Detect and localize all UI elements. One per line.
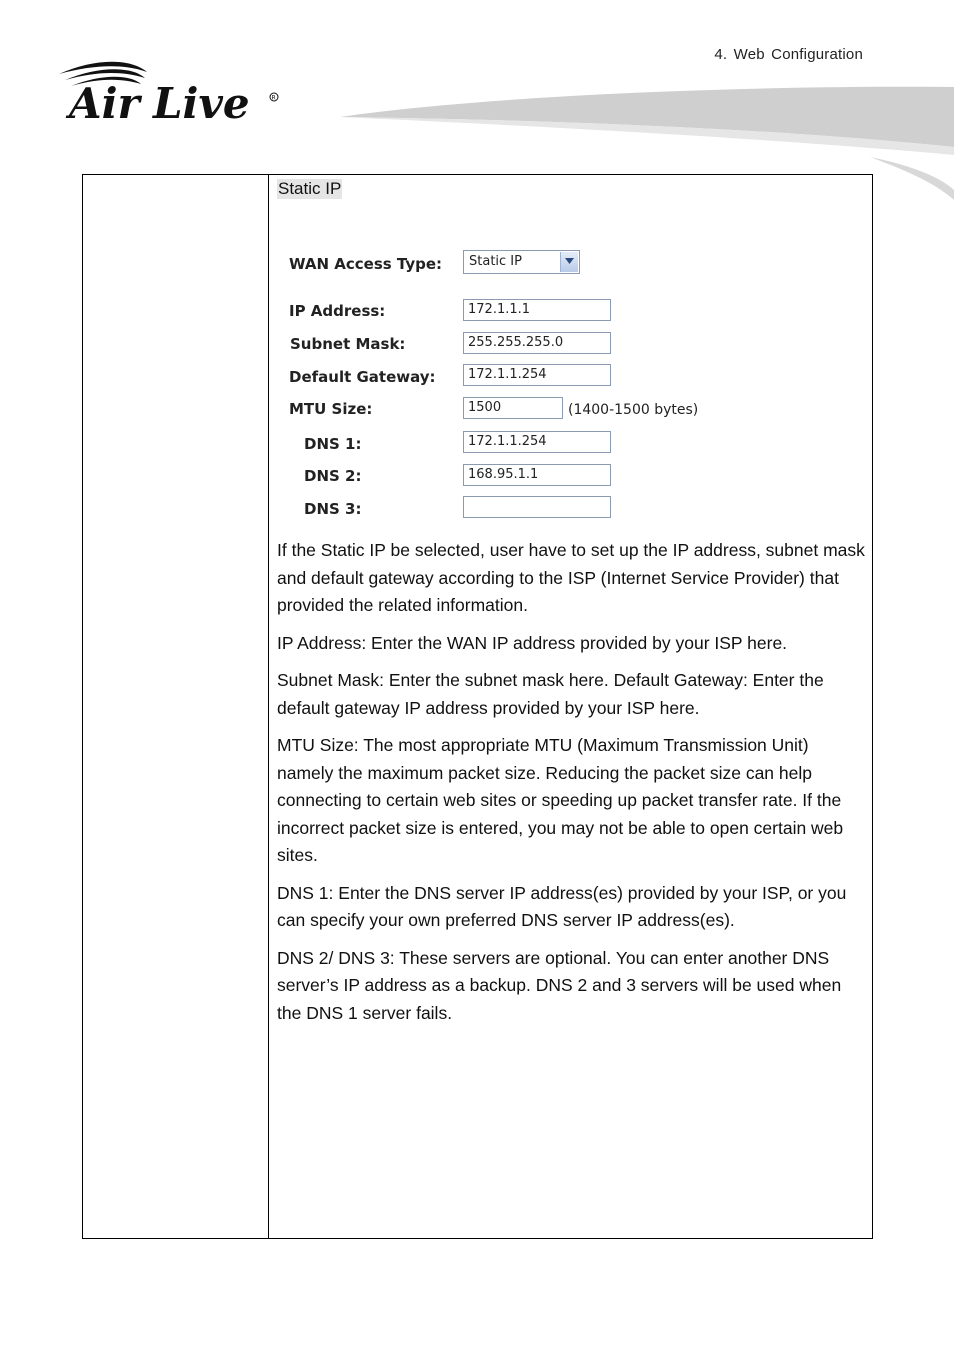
paragraph: IP Address: Enter the WAN IP address provided by your ISP here. [277, 632, 788, 653]
dns2-label: DNS 2: [304, 467, 362, 485]
subnet-mask-input[interactable]: 255.255.255.0 [463, 332, 611, 354]
content-table [82, 174, 873, 1239]
paragraph: DNS 1: Enter the DNS server IP address(es) provided by your ISP, or you can specify your own preferred DNS server IP address(es). [277, 882, 847, 930]
ip-address-input[interactable]: 172.1.1.1 [463, 299, 611, 321]
ip-address-label: IP Address: [289, 302, 386, 320]
svg-text:Air: Air [69, 79, 140, 125]
static-ip-form-screenshot [277, 199, 869, 517]
svg-text:Live: Live [153, 79, 250, 125]
wan-access-type-value: Static IP [469, 254, 522, 269]
airlive-logo [55, 60, 285, 125]
dns3-input[interactable] [463, 496, 611, 518]
description-cell [277, 175, 869, 1037]
paragraph: MTU Size: The most appropriate MTU (Maximum Transmission Unit) namely the maximum packet size. Reducing the packet size can help connecting to certain web sites or speeding up packet transfer rate. If the incorrect packet size is entered, you may not be able to open certain web sites. [277, 735, 844, 865]
wan-access-type-select[interactable] [463, 250, 580, 274]
mtu-size-hint: (1400-1500 bytes) [568, 402, 699, 418]
chevron-down-icon[interactable] [560, 252, 578, 272]
wan-access-type-label: WAN Access Type: [289, 255, 443, 273]
chapter-header: 4. Web Configuration [714, 46, 863, 63]
table-column-divider [268, 175, 269, 1238]
dns3-label: DNS 3: [304, 500, 362, 518]
description-text [277, 537, 869, 1027]
paragraph: If the Static IP be selected, user have to set up the IP address, subnet mask and default gateway according to the ISP (Internet Service Provider) that provided the related information. [277, 540, 865, 615]
dns2-input[interactable]: 168.95.1.1 [463, 464, 611, 486]
dns1-input[interactable]: 172.1.1.254 [463, 431, 611, 453]
section-title: Static IP [278, 179, 342, 198]
subnet-mask-label: Subnet Mask: [290, 335, 406, 353]
default-gateway-label: Default Gateway: [289, 368, 436, 386]
paragraph: Subnet Mask: Enter the subnet mask here. Default Gateway: Enter the default gateway IP address provided by your ISP here. [277, 670, 824, 718]
svg-text:R: R [271, 94, 276, 102]
mtu-size-input[interactable]: 1500 [463, 397, 563, 419]
mtu-size-label: MTU Size: [289, 400, 373, 418]
paragraph: DNS 2/ DNS 3: These servers are optional. You can enter another DNS server’s IP address as a backup. DNS 2 and 3 servers will be used when the DNS 1 server fails. [277, 947, 842, 1023]
default-gateway-input[interactable]: 172.1.1.254 [463, 364, 611, 386]
dns1-label: DNS 1: [304, 435, 362, 453]
